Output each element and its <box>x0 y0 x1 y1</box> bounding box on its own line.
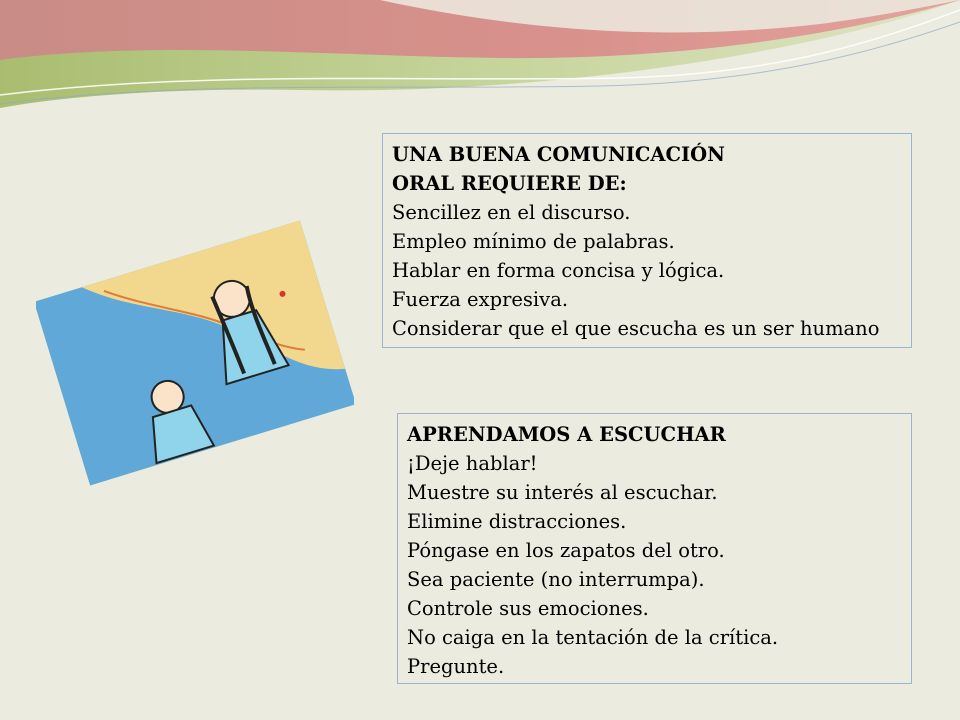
box1-item: Empleo mínimo de palabras. <box>392 230 675 253</box>
box2-item: Muestre su interés al escuchar. <box>407 481 718 504</box>
box2-item: ¡Deje hablar! <box>407 452 538 475</box>
box2-item: Sea paciente (no interrumpa). <box>407 568 705 591</box>
box1-heading-line1: UNA BUENA COMUNICACIÓN <box>392 143 725 166</box>
box1-heading-line2: ORAL REQUIERE DE: <box>392 172 627 195</box>
box1-item: Considerar que el que escucha es un ser humano <box>392 317 880 340</box>
box2-item: Póngase en los zapatos del otro. <box>407 539 725 562</box>
decorative-banner <box>0 0 960 130</box>
box1-item: Fuerza expresiva. <box>392 288 569 311</box>
box2-item: Pregunte. <box>407 655 505 678</box>
communication-requirements-box <box>382 133 912 348</box>
box1-item: Hablar en forma concisa y lógica. <box>392 259 725 282</box>
listening-tips-box <box>397 413 912 684</box>
box2-heading: APRENDAMOS A ESCUCHAR <box>407 423 726 446</box>
box2-item: No caiga en la tentación de la crítica. <box>407 626 779 649</box>
box2-item: Elimine distracciones. <box>407 510 627 533</box>
map-cartoon-illustration <box>36 212 354 494</box>
box2-item: Controle sus emociones. <box>407 597 649 620</box>
box1-item: Sencillez en el discurso. <box>392 201 631 224</box>
